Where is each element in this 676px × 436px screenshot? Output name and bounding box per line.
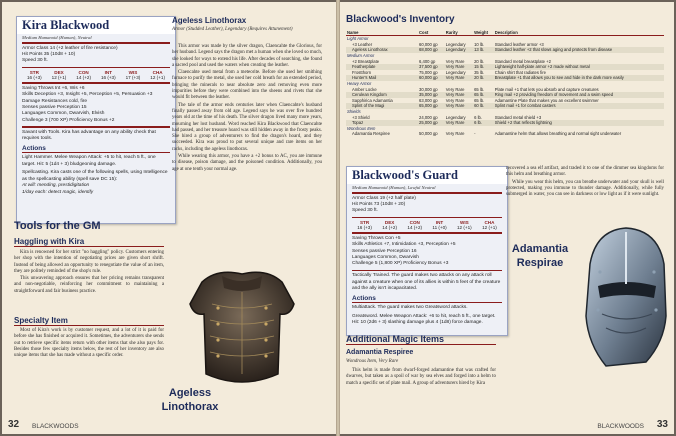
divider bbox=[352, 192, 502, 194]
speed: Speed 30 ft. bbox=[352, 208, 378, 214]
item-weight: 6 lb. bbox=[474, 114, 483, 120]
page-number: 33 bbox=[656, 419, 668, 430]
item-name: +3 Shield bbox=[352, 114, 370, 120]
item-rarity: Very Rare bbox=[445, 103, 473, 109]
speed: Speed 30 ft. bbox=[22, 58, 48, 64]
art-label-line: Adamantia bbox=[511, 243, 569, 255]
item-weight: 65 lb. bbox=[473, 92, 494, 98]
magic-item-sub: Wondrous Item, Very Rare bbox=[346, 359, 399, 364]
item-cost: 68,000 gp bbox=[418, 47, 445, 53]
item-cost: 35,000 gp bbox=[418, 92, 445, 98]
magic-item-title: Adamantia Respiree bbox=[346, 349, 414, 356]
gm-title: Tools for the GM bbox=[14, 220, 101, 232]
trait-line: Languages Common, Dwarvish, Elvish bbox=[22, 111, 105, 117]
inventory-row bbox=[346, 131, 664, 137]
col-header: Weight bbox=[473, 30, 494, 36]
item-rarity: Very Rare bbox=[445, 64, 473, 70]
action-text: Greatsword. Melee Weapon Attack: +6 to hit, reach 5 ft., one target. Hit: 10 (2d6 + 3) slashing damage plus 4 (1d8) force damage. bbox=[352, 313, 496, 326]
item-rarity: Legendary bbox=[445, 114, 466, 120]
statblock-name: Blackwood's Guard bbox=[347, 167, 507, 184]
paragraph: The tale of the armor ends centuries later when Claencahte's husband finally passed away from old age. Legend says he was over five hundred years old at the time of his death. The silver dragon lived many more years, mourning her lost husband. Word reached Kira Blackwood that Claencahte had passed, and her treasure hoard was still hidden away in the frosty peaks. She hired a group of adventurers to find the dragon's hoard, and they succeeded. Kira was proud to put several unique and rare items on her racks, including the ageless linothorax. bbox=[172, 102, 322, 152]
inventory-table-wrap bbox=[346, 30, 664, 137]
ability-header: CHA bbox=[152, 70, 163, 76]
item-description: Breastplate +1 that allows you to see and hide in the dark more easily bbox=[494, 75, 664, 81]
specialty-title: Specialty Item bbox=[14, 316, 164, 326]
story-subtitle: Armor (Studded Leather), Legendary (Requires Attunement) bbox=[172, 27, 293, 32]
item-description: Standard metal shield +3 bbox=[494, 114, 542, 120]
art-label-line: Respirae bbox=[516, 257, 564, 269]
ability-table bbox=[22, 70, 170, 80]
col-header: Name bbox=[346, 30, 418, 36]
item-rarity: Legendary bbox=[445, 47, 473, 53]
item-name: Frostthorn bbox=[352, 69, 372, 75]
item-description: Standard metal breastplate +2 bbox=[494, 58, 551, 64]
trait-line: Senses passive Perception 16 bbox=[352, 248, 417, 254]
trait-line: Saving Throws Int +6, Wis +6 bbox=[22, 85, 85, 91]
ability-header: STR bbox=[29, 70, 39, 76]
item-name: Sapphirica Adamantia bbox=[352, 97, 393, 103]
ability-header: DEX bbox=[384, 220, 395, 226]
item-cost: 24,000 gp bbox=[419, 114, 438, 120]
category-label: Wondrous Item bbox=[347, 125, 376, 131]
action-text: 1/day each: detect magic, identify bbox=[22, 189, 94, 195]
item-weight: 20 lb. bbox=[474, 58, 485, 64]
item-weight: 65 lb. bbox=[474, 97, 485, 103]
item-rarity: Very Rare bbox=[445, 75, 473, 81]
ability-score: 11 (+0) bbox=[432, 225, 447, 231]
ability-score: 12 (+1) bbox=[482, 225, 497, 231]
item-rarity: Very Rare bbox=[445, 120, 473, 126]
item-cost: 60,000 gp bbox=[419, 41, 438, 47]
trait-line: Senses passive Perception 15 bbox=[22, 104, 87, 110]
haggling-body bbox=[14, 250, 164, 296]
specialty-body bbox=[14, 328, 164, 360]
ability-header: WIS bbox=[128, 70, 138, 76]
item-description: Ring mail +2 providing freedom of movement and a swim speed bbox=[494, 92, 664, 98]
col-header: Rarity bbox=[445, 30, 473, 36]
actions-heading: Actions bbox=[352, 295, 502, 303]
divider bbox=[22, 42, 170, 44]
item-name: Ageless Linothorax bbox=[346, 47, 418, 53]
item-weight: 20 lb. bbox=[473, 75, 494, 81]
page-footer: BLACKWOODS bbox=[597, 423, 644, 430]
trait-line: Skills Athletics +7, Intimidation +3, Perception +5 bbox=[352, 242, 456, 248]
item-name: Adamantia Respiree bbox=[352, 131, 390, 137]
item-cost: 37,500 gp bbox=[418, 64, 445, 70]
ability-header: STR bbox=[359, 220, 370, 226]
ability-header: INT bbox=[104, 70, 112, 76]
paragraph: This armor was made by the silver dragon, Claencahte the Glorious, for her husband. Legend says the dragon met a human when she loved so much, she looked for ways to extend his life. After decades of searching, she found a sacred pool and used the waters when creating the leather. bbox=[172, 44, 322, 68]
action-text: At will: mending, prestidigitation bbox=[22, 183, 90, 189]
item-name: +3 Leather bbox=[352, 41, 373, 47]
kira-statblock bbox=[16, 16, 176, 224]
item-weight: 65 lb. bbox=[474, 86, 485, 92]
trait-line: Languages Common, Dwarvish bbox=[352, 254, 419, 260]
divider bbox=[22, 67, 170, 69]
item-rarity: Very Rare bbox=[445, 97, 465, 103]
page-footer: BLACKWOODS bbox=[32, 423, 79, 430]
art-label-line: Ageless bbox=[168, 387, 212, 399]
statblock-name: Kira Blackwood bbox=[17, 17, 175, 34]
divider bbox=[22, 82, 170, 84]
item-description: Chain shirt that radiates fire bbox=[494, 69, 546, 75]
item-cost: 6,400 gp bbox=[419, 58, 436, 64]
paragraph: While wearing this armor, you have a +2 bonus to AC, you are immune to disease, poison damage, and the poisoned condition. Additionally, you age at one tenth your normal age. bbox=[172, 154, 322, 172]
armor-class: Armor Class 14 (+2 leather of fire resistance) bbox=[22, 45, 118, 51]
divider bbox=[352, 270, 502, 272]
armor-class: Armor Class 19 (+2 half plate) bbox=[352, 195, 416, 201]
inventory-table bbox=[346, 30, 664, 137]
category-label: Shields bbox=[347, 109, 361, 115]
col-header: Cost bbox=[418, 30, 445, 36]
feature-text: Savant with Tools. Kira has advantage on any ability check that requires tools. bbox=[22, 129, 156, 142]
hit-points: Hit Points 73 (10d8 + 20) bbox=[352, 201, 406, 207]
linothorax-illustration bbox=[182, 264, 302, 394]
ability-header: DEX bbox=[54, 70, 64, 76]
item-cost: 50,000 gp bbox=[419, 131, 438, 137]
guard-statblock bbox=[346, 166, 508, 336]
item-name: Cerulean Kingdom bbox=[346, 92, 418, 98]
ability-score: 17 (+3) bbox=[125, 75, 141, 81]
magic-items-title: Additional Magic Items bbox=[346, 334, 496, 345]
trait-line: Damage Resistances cold, fire bbox=[22, 98, 88, 104]
paragraph: recovered a sea elf artifact, and traded it to one of the dimmer sea kingdoms for this helm and breathing armor. bbox=[506, 166, 664, 178]
trait-line: Challenge 3 (700 XP) Proficiency Bonus +2 bbox=[22, 117, 115, 123]
paragraph: Kira is renowned for her strict "no haggling" policy. Customers entering her shop with the intention of negotiating prices are given short shrift. Instead of being allowed an opportunity to renegotiate the value of an item, they are politely reminded of the shop's rule. bbox=[14, 250, 164, 274]
action-text: Light Hammer. Melee Weapon Attack: +5 to hit, reach 5 ft., one target. Hit: 5 (1d4 + 3) bludgeoning damage. bbox=[22, 155, 156, 167]
item-rarity: Legendary bbox=[445, 69, 466, 75]
helm-side-text bbox=[506, 166, 664, 199]
item-weight: 60 lb. bbox=[473, 103, 494, 109]
item-description: Adamantine Plate that makes you an excellent swimmer bbox=[494, 97, 599, 103]
linothorax-art-label bbox=[150, 386, 230, 414]
haggling-title: Haggling with Kira bbox=[14, 237, 164, 247]
item-description: Standard leather armor +3 bbox=[494, 41, 544, 47]
ability-score: 16 (+3) bbox=[357, 225, 372, 231]
category-label: Medium Armor bbox=[347, 53, 375, 59]
item-description: Shield +2 that reflects lightning bbox=[494, 120, 664, 126]
item-rarity: Very Rare bbox=[445, 58, 465, 64]
ability-score: 14 (+2) bbox=[382, 225, 397, 231]
actions-heading: Actions bbox=[22, 145, 170, 153]
item-rarity: Very Rare bbox=[445, 131, 465, 137]
inventory-title: Blackwood's Inventory bbox=[346, 14, 455, 25]
item-description: Standard leather +2 that slows aging and protects from disease bbox=[494, 47, 664, 53]
ability-score: 12 (+1) bbox=[456, 225, 472, 231]
item-name: Topaz bbox=[346, 120, 418, 126]
item-name: Featherplate bbox=[346, 64, 418, 70]
item-weight: 13 lb. bbox=[473, 47, 494, 53]
divider bbox=[352, 232, 502, 234]
item-name: Amber Locke bbox=[352, 86, 377, 92]
item-name: +2 Breastplate bbox=[352, 58, 380, 64]
item-name: Splint of the Magi bbox=[346, 103, 418, 109]
item-rarity: Very Rare bbox=[445, 86, 465, 92]
ability-score: 12 (+1) bbox=[150, 75, 165, 81]
item-description: Lightweight half-plate armor +2 made without metal bbox=[494, 64, 664, 70]
trait-line: Saving Throws Con +5 bbox=[352, 235, 401, 241]
item-weight: 15 lb. bbox=[473, 64, 494, 70]
page-number: 32 bbox=[8, 419, 20, 430]
item-rarity: Legendary bbox=[445, 41, 466, 47]
magic-item-body bbox=[346, 368, 496, 388]
left-page bbox=[2, 2, 336, 434]
trait-line: Skills Deception +3, Insight +5, Perception +5, Persuasion +3 bbox=[22, 92, 153, 98]
item-rarity: Very Rare bbox=[445, 92, 473, 98]
art-label-line: Linothorax bbox=[161, 401, 219, 413]
divider bbox=[22, 126, 170, 128]
paragraph: This unwavering approach ensures that her pricing remains transparent and non-negotiable, reinforcing her commitment to maintaining a straightforward and fair business practice. bbox=[14, 276, 164, 294]
ability-score: 14 (+2) bbox=[407, 225, 423, 231]
hit-points: Hit Points 35 (10d8 + 10) bbox=[22, 51, 76, 57]
item-cost: 30,000 gp bbox=[419, 86, 438, 92]
ability-score: 16 (+3) bbox=[26, 75, 42, 81]
paragraph: Claencahte used metal from a meteorite. Before she used her smithing furnace to purify the metal, she used her cold breath for an extended period, bringing the minerals to near absolute zero and removing even more impurities before they were combined into the sheens and rivets that she would fit between the leather. bbox=[172, 70, 322, 101]
item-weight: 6 lb. bbox=[473, 120, 494, 126]
item-cost: 60,000 gp bbox=[418, 75, 445, 81]
col-header: Description bbox=[494, 30, 664, 36]
item-cost: 63,000 gp bbox=[419, 97, 438, 103]
ability-header: WIS bbox=[459, 220, 469, 226]
ability-header: CON bbox=[409, 220, 420, 226]
divider bbox=[352, 217, 502, 219]
item-weight: 10 lb. bbox=[474, 41, 485, 47]
item-description: Adamantine helm that allows breathing and normal sight underwater bbox=[494, 131, 622, 137]
paragraph: Most of Kira's work is by customer request, and a lot of it is paid for before she has finished or acquired it. Sometimes, the adventurers she sends out to retrieve specific items return with other items that she also pays for. Besides those few specialty items below, the rest of her inventory are also unique items that she has made without a specific order. bbox=[14, 328, 164, 359]
ability-header: INT bbox=[435, 220, 444, 226]
item-weight: - bbox=[474, 131, 476, 137]
story-body bbox=[172, 44, 322, 174]
item-weight: 35 lb. bbox=[474, 69, 485, 75]
ability-score: 14 (+2) bbox=[76, 75, 91, 81]
category-label: Light Armor bbox=[347, 36, 369, 42]
item-description: Splint mail +1 for combat casters bbox=[494, 103, 664, 109]
ability-score: 12 (+1) bbox=[51, 75, 67, 81]
paragraph: This helm is made from dwarf-forged adamantine that was crafted for dwarves, but taken as a spoil of war by sea elves and forged into a helm to match a specific set of plate mail. A group of adventurers hired by Kira bbox=[346, 368, 496, 386]
feature-text: Tactically Trained. The guard makes two attacks on any attack roll against a creature when one of its allies is within 5 feet of the creature and the ally isn't incapacitated. bbox=[352, 273, 501, 292]
trait-line: Challenge 5 (1,800 XP) Proficiency Bonus +3 bbox=[352, 261, 449, 267]
item-description: Plate mail +1 that lets you absorb and capture creatures bbox=[494, 86, 599, 92]
item-cost: 65,000 gp bbox=[418, 103, 445, 109]
category-label: Heavy Armor bbox=[347, 81, 372, 87]
ability-header: CON bbox=[78, 70, 89, 76]
statblock-type: Medium Humanoid (Human), Lawful Neutral bbox=[352, 185, 436, 190]
story-title: Ageless Linothorax bbox=[172, 16, 247, 25]
right-page bbox=[340, 2, 674, 434]
statblock-type: Medium Humanoid (Human), Neutral bbox=[22, 35, 92, 40]
action-text: Multiattack. The guard makes two Greatsword attacks. bbox=[352, 305, 468, 311]
ability-score: 16 (+3) bbox=[100, 75, 116, 81]
helm-illustration bbox=[576, 224, 670, 374]
item-cost: 25,000 gp bbox=[418, 120, 445, 126]
paragraph: While you wear this helm, you can breathe underwater and your skull is well protected, making you immune to thunder damage. Additionally, while fully submerged in water, you can see in darkness or low light as if it were sunlight. bbox=[506, 179, 664, 198]
item-cost: 75,000 gp bbox=[419, 69, 438, 75]
item-name: Hunter's Mail bbox=[346, 75, 418, 81]
action-text: Spellcasting. Kira casts one of the following spells, using Intelligence as the spellcasting ability (spell save DC 15): bbox=[22, 170, 168, 182]
respirae-art-label bbox=[500, 242, 580, 270]
ability-table bbox=[352, 220, 502, 230]
ability-header: CHA bbox=[484, 220, 495, 226]
